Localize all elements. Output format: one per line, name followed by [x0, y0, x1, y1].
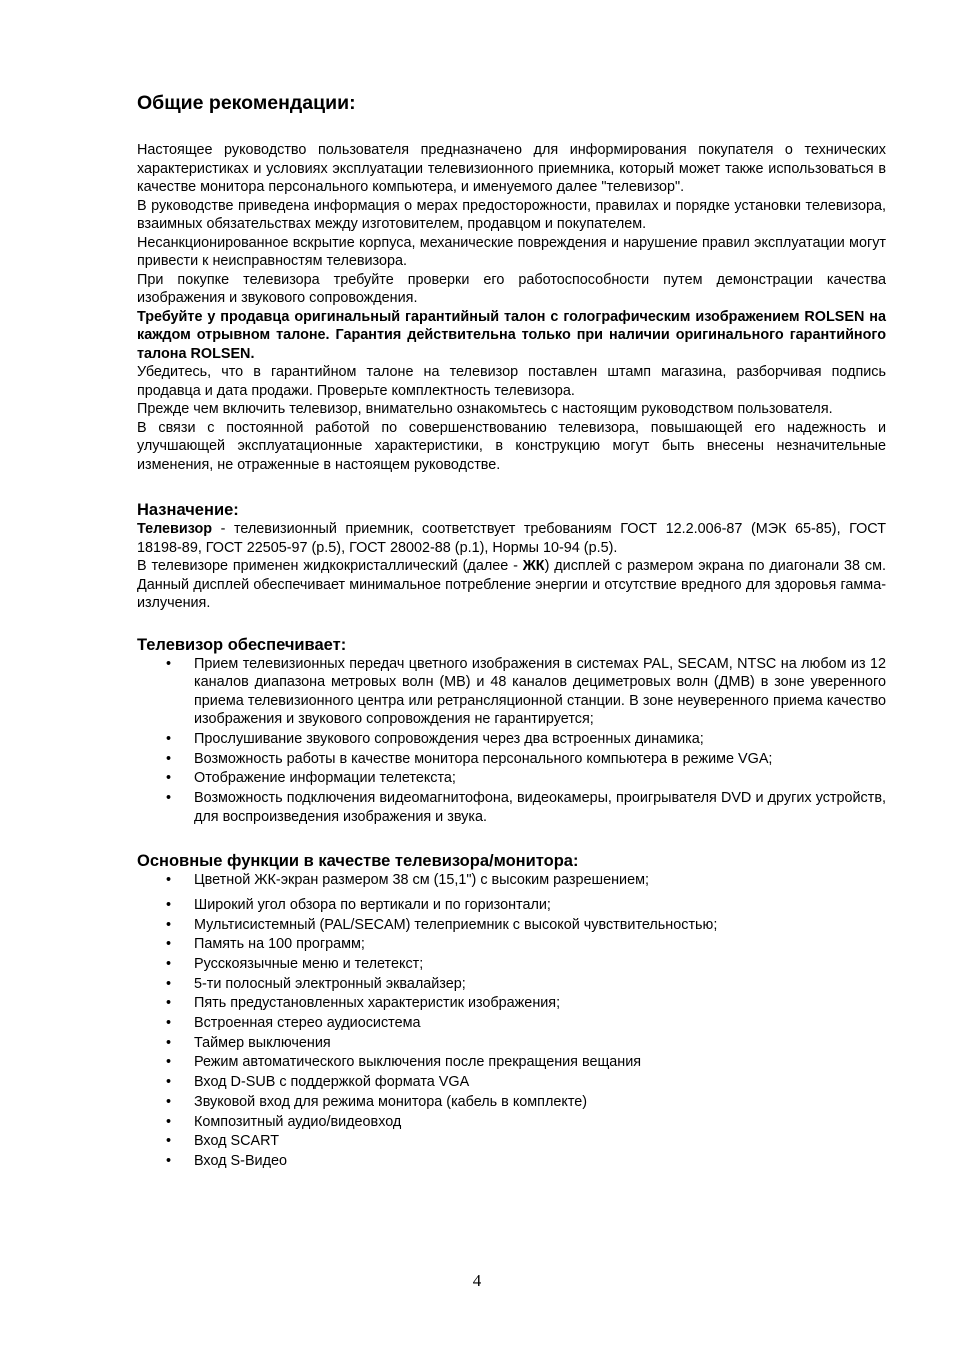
section-heading-purpose: Назначение:: [137, 501, 239, 519]
list-item: • Память на 100 программ;: [137, 935, 886, 954]
page-content: [137, 90, 886, 1172]
list-item: • Русскоязычные меню и телетекст;: [137, 955, 886, 974]
list-item: • Возможность работы в качестве монитора персонального компьютера в режиме VGA;: [137, 750, 886, 769]
functions-list: [137, 871, 886, 1170]
term-lcd: ЖК: [522, 558, 545, 574]
paragraph: При покупке телевизора требуйте проверки его работоспособности путем демонстрации качества изображения и звукового сопровождения.: [137, 271, 886, 306]
list-item: • Широкий угол обзора по вертикали и по горизонтали;: [137, 896, 886, 915]
term-tv: Телевизор: [137, 521, 213, 537]
list-item: • Цветной ЖК-экран размером 38 см (15,1") с высоким разрешением;: [137, 871, 886, 890]
paragraph: В связи с постоянной работой по совершенствованию телевизора, повышающей его надежность и улучшающей эксплуатационные характеристики, в конструкцию могут быть внесены незначительные изменения, не отраженные в настоящем руководстве.: [137, 419, 886, 473]
provides-list: [137, 655, 886, 827]
paragraph: Настоящее руководство пользователя предназначено для информирования покупателя о технических характеристиках и условиях эксплуатации телевизионного приемника, который может также использоваться в качестве монитора персонального компьютера, и именуемого далее "телевизор".: [137, 142, 886, 195]
paragraph: Телевизор - телевизионный приемник, соответствует требованиям ГОСТ 12.2.006-87 (МЭК 65-85), ГОСТ 18198-89, ГОСТ 22505-97 (р.5), ГОСТ 28002-88 (р.1), Нормы 10-94 (р.5).: [137, 521, 886, 556]
paragraph: Несанкционированное вскрытие корпуса, механические повреждения и нарушение правил эксплуатации могут привести к неисправностям телевизора.: [137, 234, 886, 269]
list-item: • Мультисистемный (PAL/SECAM) телеприемник с высокой чувствительностью;: [137, 916, 886, 935]
list-item: • Таймер выключения: [137, 1034, 886, 1053]
list-item: • Пять предустановленных характеристик изображения;: [137, 994, 886, 1013]
list-item: • Режим автоматического выключения после прекращения вещания: [137, 1053, 886, 1072]
paragraph: Убедитесь, что в гарантийном талоне на телевизор поставлен штамп магазина, разборчивая подпись продавца и дата продажи. Проверьте комплектность телевизора.: [137, 364, 886, 399]
section-heading-functions: Основные функции в качестве телевизора/монитора:: [137, 852, 579, 871]
section-purpose: [137, 520, 886, 613]
warranty-notice: Требуйте у продавца оригинальный гарантийный талон с голографическим изображением ROLSEN на каждом отрывном талоне. Гарантия действительна только при наличии оригинального гарантийного талона ROLSEN.: [137, 308, 886, 362]
list-item: • Композитный аудио/видеовход: [137, 1113, 886, 1132]
list-item: • Прием телевизионных передач цветного изображения в системах PAL, SECAM, NTSC на любом из 12 каналов диапазона метровых волн (МВ) и 48 каналов дециметровых волн (ДМВ) в зоне уверенного приема телевизионного центра или ретрансляционной станции. В зоне неуверенного приема качество изображения и звукового сопровождения не гарантируется;: [137, 655, 886, 729]
list-item: • Отображение информации телетекста;: [137, 769, 886, 788]
list-item: • Вход SCART: [137, 1132, 886, 1151]
list-item: • Вход D-SUB с поддержкой формата VGA: [137, 1073, 886, 1092]
section-heading-general: Общие рекомендации:: [137, 92, 356, 114]
paragraph: Прежде чем включить телевизор, внимательно ознакомьтесь с настоящим руководством пользователя.: [137, 401, 833, 417]
list-item: • Прослушивание звукового сопровождения через два встроенных динамика;: [137, 730, 886, 749]
section-general: [137, 141, 886, 474]
page-number: 4: [472, 1271, 482, 1290]
list-item: • 5-ти полосный электронный эквалайзер;: [137, 975, 886, 994]
paragraph: В телевизоре применен жидкокристаллический (далее - ЖК) дисплей с размером экрана по диагонали 38 см. Данный дисплей обеспечивает минимальное потребление энергии и отсутствие вредного для здоровья гамма-излучения.: [137, 558, 886, 611]
list-item: • Звуковой вход для режима монитора (кабель в комплекте): [137, 1093, 886, 1112]
list-item: • Возможность подключения видеомагнитофона, видеокамеры, проигрывателя DVD и других устройств, для воспроизведения изображения и звука.: [137, 789, 886, 826]
list-item: • Вход S-Видео: [137, 1152, 886, 1171]
section-heading-provides: Телевизор обеспечивает:: [137, 635, 347, 654]
paragraph: В руководстве приведена информация о мерах предосторожности, правилах и порядке установки телевизора, взаимных обязательствах между изготовителем, продавцом и покупателем.: [137, 197, 886, 232]
list-item: • Встроенная стерео аудиосистема: [137, 1014, 886, 1033]
